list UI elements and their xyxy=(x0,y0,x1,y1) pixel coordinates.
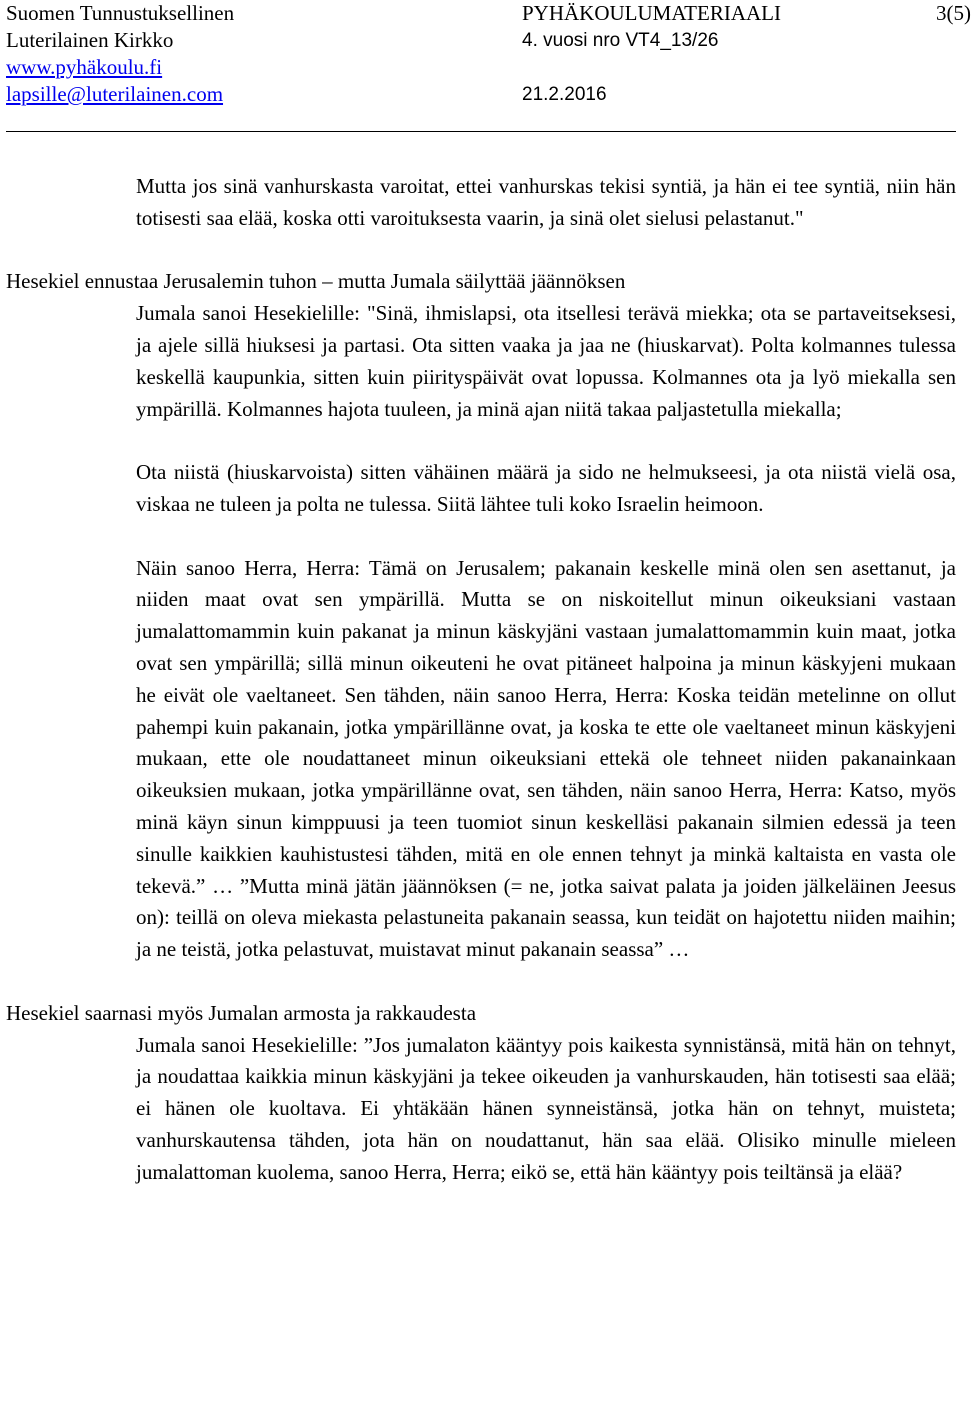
doc-title: PYHÄKOULUMATERIAALI xyxy=(522,1,781,25)
header-org-block xyxy=(6,0,234,108)
email-link[interactable]: lapsille@luterilainen.com xyxy=(6,82,224,106)
section-heading-destruction: Hesekiel ennustaa Jerusalemin tuhon – mutta Jumala säilyttää jäännöksen xyxy=(6,269,626,294)
paragraph-repentance: Jumala sanoi Hesekielille: ”Jos jumalaton kääntyy pois kaikesta synnistänsä, mitä hän on tehnyt, ja noudattaa kaikkia minun käskyjäni ja tekee oikeuden ja vanhurskauden, hän totisesti saa elää; ei hänen ole kuoltava. Ei yhtäkään hänen synneistänsä, jotka hän on tehnyt, muisteta; vanhurskautensa tähden, jota hän on noudattanut, hän saa elää. Olisiko minulle mieleen jumalattoman kuolema, sanoo Herra, Herra; eikö se, että hän kääntyy pois teiltänsä ja elää? xyxy=(136,1032,956,1184)
paragraph-warning: Mutta jos sinä vanhurskasta varoitat, ettei vanhurskas tekisi syntiä, ja hän ei tee syntiä, niin hän totisesti saa elää, koska otti varoituksesta vaarin, ja sinä olet sielusi pelastanut." xyxy=(136,174,956,230)
website-link[interactable]: www.pyhäkoulu.fi xyxy=(6,55,163,79)
paragraph-jerusalem-judgment: Näin sanoo Herra, Herra: Tämä on Jerusalem; pakanain keskelle minä olen sen asettanut, ja niiden maat ovat sen ympärillä. Mutta se on niskoitellut minun oikeuksiani vastaan jumalattomammin kuin pakanat ja minun käskyjäni vastaan jumalattomammin kuin maat, jotka ovat sen ympärillä; sillä minun oikeuteni he ovat pitäneet halpoina ja minun käskyjeni mukaan he eivät ole vaeltaneet. Sen tähden, näin sanoo Herra, Herra: Koska teidän metelinne on ollut pahempi kuin pakanain, jotka ympärillänne ovat, ja koska te ette ole vaeltaneet minun käskyjeni mukaan, ette ole noudattaneet minun oikeuksiani ettekä ole tehneet niiden pakanainkaan oikeuksien mukaan, jotka ympärillänne ovat, sen tähden, näin sanoo Herra, Herra: Katso, myös minä käyn sinun kimppuusi ja teen tuomiot sinun keskelläsi pakanain silmien edessä ja teen sinulle kaikkien kauhistustesi tähden, mitä en ole ennen tehnyt ja minkä kaltaista en vasta ole tekevä.” … ”Mutta minä jätän jäännöksen (= ne, jotka saivat palata ja joiden jälkeläinen Jeesus on): teillä on oleva miekasta pelastuneita pakanain seassa, kun teidät on hajotettu niiden maihin; ja ne teistä, jotka pelastuvat, muistavat minut pakanain seassa” … xyxy=(136,555,956,962)
org-name-line1: Suomen Tunnustuksellinen xyxy=(6,1,235,25)
paragraph-remnant-hair: Ota niistä (hiuskarvoista) sitten vähäinen määrä ja sido ne helmukseesi, ja ota niistä vielä osa, viskaa ne tuleen ja polta ne tulessa. Siitä lähtee tuli koko Israelin heimoon. xyxy=(136,460,956,516)
section-heading-grace: Hesekiel saarnasi myös Jumalan armosta ja rakkaudesta xyxy=(6,1000,477,1025)
doc-code: 4. vuosi nro VT4_13/26 xyxy=(522,30,719,51)
doc-date: 21.2.2016 xyxy=(522,84,607,105)
paragraph-hair-sign: Jumala sanoi Hesekielille: "Sinä, ihmislapsi, ota itsellesi terävä miekka; ota se partaveitseksesi, ja ajele sillä hiuksesi ja partasi. Ota sitten vaaka ja jaa ne (hiuskarvat). Polta kolmannes tulessa keskellä kaupunkia, sitten kuin piirityspäivät ovat lopussa. Kolmannes ota ja lyö miekalla sen ympärillä. Kolmannes hajota tuuleen, ja minä ajan niitä takaa paljastetulla miekalla; xyxy=(136,301,956,421)
document-body xyxy=(0,171,960,1189)
header-page-block xyxy=(936,0,971,27)
header-doc-block xyxy=(522,0,781,108)
org-name-line2: Luterilainen Kirkko xyxy=(6,28,174,52)
header-divider xyxy=(6,131,956,132)
page-number: 3(5) xyxy=(936,1,971,25)
